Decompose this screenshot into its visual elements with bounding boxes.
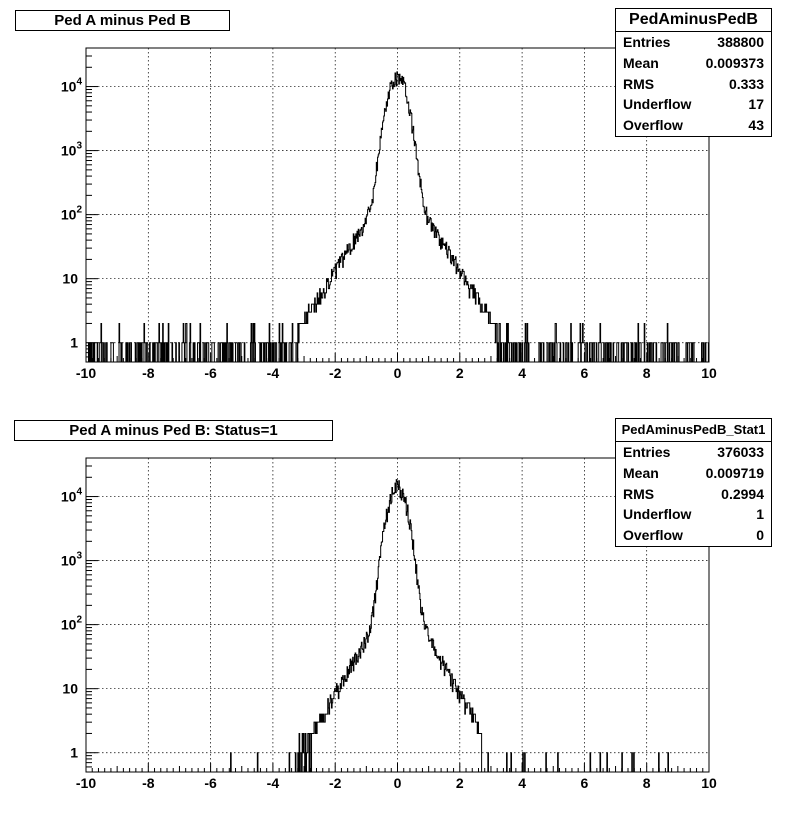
y-axis	[61, 48, 98, 362]
x-tick-label: 0	[393, 775, 402, 791]
stats-title: PedAminusPedB_Stat1	[616, 419, 771, 442]
x-tick-label: -8	[142, 775, 155, 791]
stats-row-mean: Mean 0.009719	[623, 464, 764, 481]
y-tick-label: $10^4$	[60, 486, 82, 505]
stats-row-entries: Entries 376033	[623, 444, 764, 460]
stats-box	[615, 8, 772, 137]
y-tick-label: $10^3$	[60, 550, 82, 569]
stats-row-mean: Mean 0.009373	[623, 54, 764, 71]
x-tick-label: 10	[701, 775, 717, 791]
x-tick-label: -8	[142, 365, 155, 381]
x-tick-label: -6	[204, 365, 217, 381]
x-tick-label: 2	[455, 775, 464, 791]
stats-box	[615, 418, 772, 547]
histogram-panel-bottom	[0, 410, 796, 820]
x-tick-label: -4	[266, 775, 280, 791]
y-tick-label: 10	[62, 270, 78, 287]
stats-row-overflow: Overflow 43	[623, 117, 764, 134]
y-tick-label: $10^2$	[60, 614, 82, 633]
x-tick-label: 10	[701, 365, 717, 381]
y-tick-label: $10^3$	[60, 140, 82, 159]
plot-title: Ped A minus Ped B	[15, 10, 230, 31]
stats-row-entries: Entries 388800	[623, 34, 764, 50]
plot-title: Ped A minus Ped B: Status=1	[14, 420, 333, 441]
x-tick-label: -10	[75, 365, 97, 381]
stats-title: PedAminusPedB	[616, 9, 771, 32]
x-tick-label: -2	[328, 775, 342, 791]
x-tick-label: -4	[266, 365, 280, 381]
x-tick-label: -2	[328, 365, 342, 381]
stats-row-rms: RMS 0.2994	[623, 485, 764, 502]
y-tick-label: 1	[70, 744, 78, 761]
x-tick-label: -6	[204, 775, 217, 791]
x-axis	[76, 763, 717, 791]
y-tick-label: $10^2$	[60, 204, 82, 223]
y-axis	[61, 458, 98, 772]
stats-row-underflow: Underflow 17	[623, 96, 764, 113]
x-tick-label: 4	[518, 775, 526, 791]
x-tick-label: 4	[518, 365, 526, 381]
y-tick-label: 10	[62, 680, 78, 697]
x-tick-label: 2	[455, 365, 464, 381]
stats-row-overflow: Overflow 0	[623, 527, 764, 544]
stats-row-rms: RMS 0.333	[623, 75, 764, 92]
x-tick-label: 0	[393, 365, 402, 381]
x-tick-label: 8	[642, 775, 651, 791]
stats-row-underflow: Underflow 1	[623, 506, 764, 523]
x-tick-label: -10	[75, 775, 97, 791]
y-tick-label: 1	[70, 334, 78, 351]
x-tick-label: 6	[580, 775, 589, 791]
x-tick-label: 8	[642, 365, 651, 381]
x-tick-label: 6	[580, 365, 589, 381]
y-tick-label: $10^4$	[60, 76, 82, 95]
